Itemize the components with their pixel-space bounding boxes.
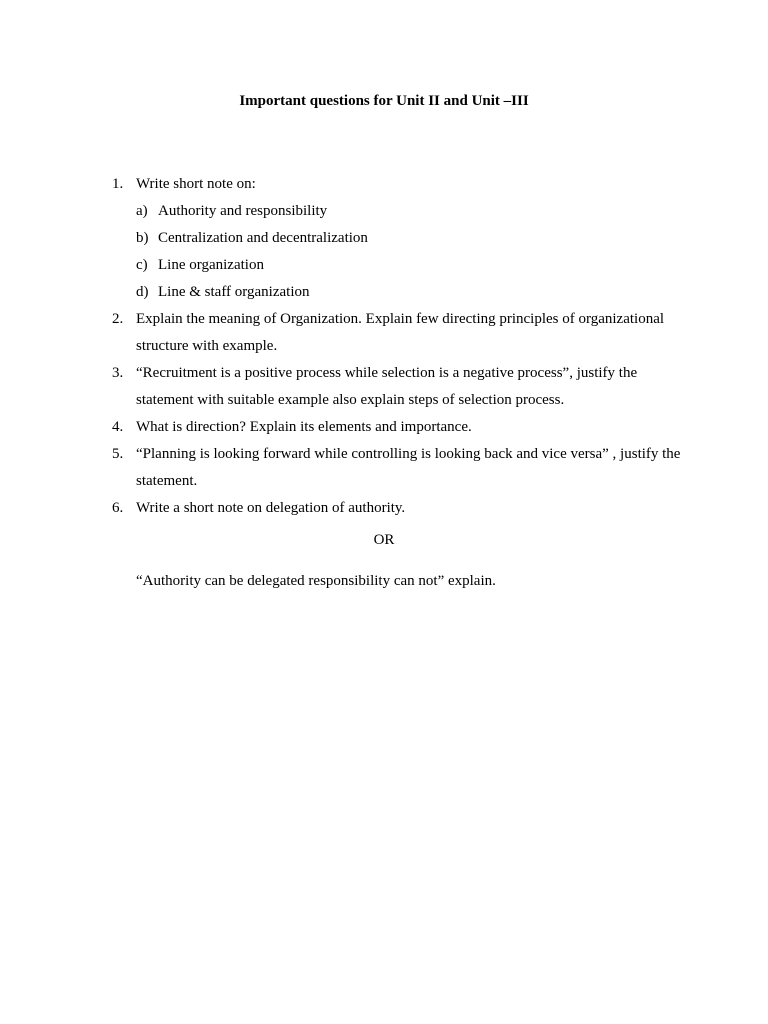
question-number: 3. bbox=[112, 365, 124, 381]
sub-item-a bbox=[112, 198, 682, 225]
sub-item-d bbox=[112, 279, 682, 306]
question-3 bbox=[112, 360, 682, 414]
sub-item-letter: c) bbox=[136, 257, 148, 273]
question-number: 4. bbox=[112, 419, 124, 435]
question-number: 5. bbox=[112, 446, 124, 462]
question-text: What is direction? Explain its elements and importance. bbox=[136, 419, 472, 435]
question-1 bbox=[112, 171, 682, 198]
question-text: Explain the meaning of Organization. Explain few directing principles of organizational structure with example. bbox=[136, 311, 665, 354]
question-list bbox=[112, 171, 682, 522]
sub-item-letter: b) bbox=[136, 230, 149, 246]
question-2 bbox=[112, 306, 682, 360]
question-number: 6. bbox=[112, 500, 124, 516]
sub-item-text: Centralization and decentralization bbox=[158, 230, 368, 246]
question-5 bbox=[112, 441, 682, 495]
sub-item-text: Authority and responsibility bbox=[158, 203, 328, 219]
alternative-question: “Authority can be delegated responsibility can not” explain. bbox=[136, 573, 496, 589]
question-number: 2. bbox=[112, 311, 124, 327]
question-text: “Planning is looking forward while controlling is looking back and vice versa” , justify the statement. bbox=[136, 446, 681, 489]
or-separator: OR bbox=[373, 532, 395, 548]
sub-item-text: Line organization bbox=[158, 257, 264, 273]
sub-item-text: Line & staff organization bbox=[158, 284, 310, 300]
question-text: Write short note on: bbox=[136, 176, 256, 192]
question-4 bbox=[112, 414, 682, 441]
question-6 bbox=[112, 495, 682, 522]
question-text: “Recruitment is a positive process while selection is a negative process”, justify the statement with suitable example also explain steps of selection process. bbox=[136, 365, 638, 408]
question-text: Write a short note on delegation of authority. bbox=[136, 500, 406, 516]
sub-item-letter: a) bbox=[136, 203, 148, 219]
page-title: Important questions for Unit II and Unit –III bbox=[239, 93, 529, 109]
sub-item-b bbox=[112, 225, 682, 252]
sub-item-letter: d) bbox=[136, 284, 149, 300]
sub-item-c bbox=[112, 252, 682, 279]
question-number: 1. bbox=[112, 176, 124, 192]
